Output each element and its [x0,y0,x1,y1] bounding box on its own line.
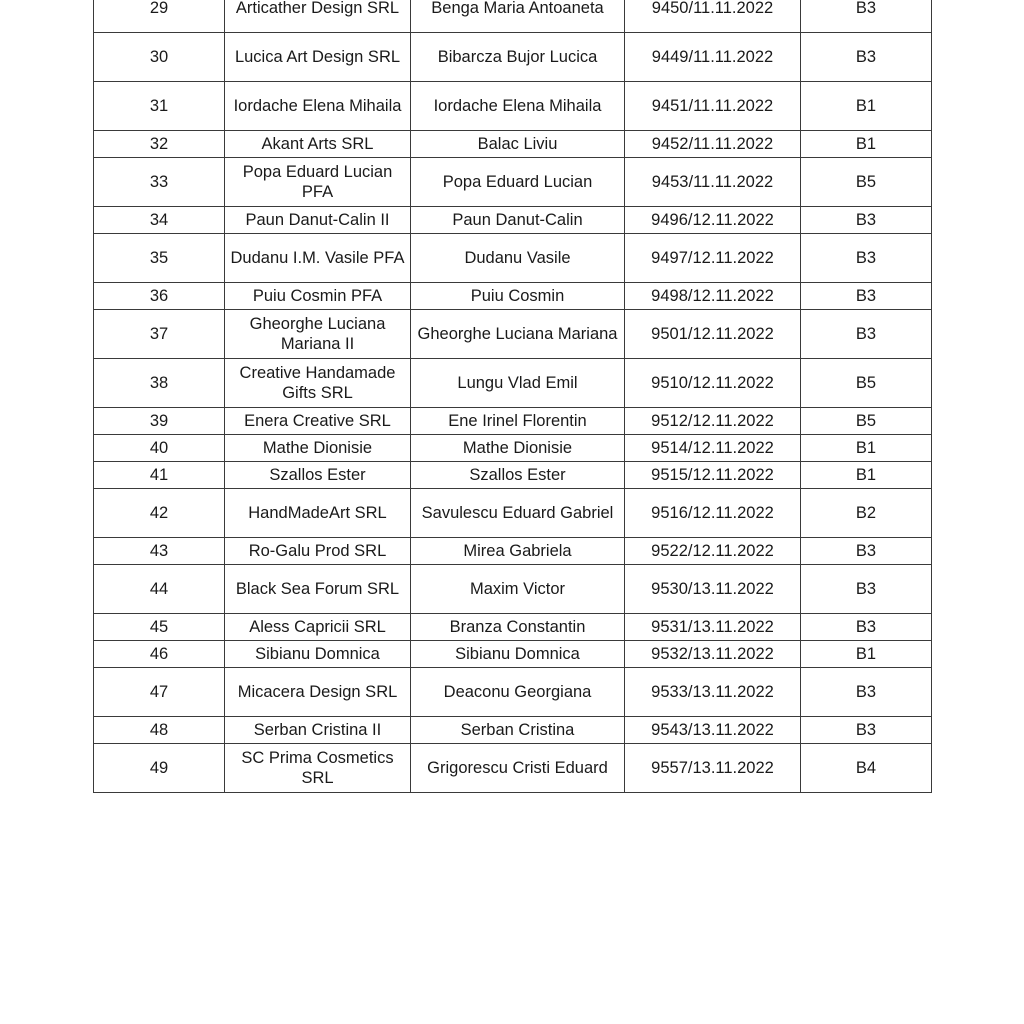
row-number-cell: 41 [94,462,225,489]
company-name-cell: Puiu Cosmin PFA [225,283,411,310]
company-name-cell: Enera Creative SRL [225,408,411,435]
registration-number-cell: 9449/11.11.2022 [625,33,801,82]
participants-table [93,0,932,793]
registration-number-cell: 9522/12.11.2022 [625,538,801,565]
row-number-cell: 33 [94,158,225,207]
row-number-cell: 43 [94,538,225,565]
company-name-cell: Serban Cristina II [225,717,411,744]
table-row [94,668,932,717]
row-number-cell: 38 [94,359,225,408]
registration-number-cell: 9533/13.11.2022 [625,668,801,717]
company-name-cell: Popa Eduard Lucian PFA [225,158,411,207]
company-name-cell: Sibianu Domnica [225,641,411,668]
company-name-cell: Iordache Elena Mihaila [225,82,411,131]
category-cell: B5 [801,359,932,408]
table-row [94,641,932,668]
row-number-cell: 44 [94,565,225,614]
category-cell: B1 [801,641,932,668]
representative-cell: Branza Constantin [411,614,625,641]
table-body [94,0,932,793]
row-number-cell: 46 [94,641,225,668]
category-cell: B3 [801,538,932,565]
registration-number-cell: 9515/12.11.2022 [625,462,801,489]
category-cell: B3 [801,33,932,82]
company-name-cell: Ro-Galu Prod SRL [225,538,411,565]
representative-cell: Bibarcza Bujor Lucica [411,33,625,82]
table-row [94,538,932,565]
representative-cell: Benga Maria Antoaneta [411,0,625,33]
category-cell: B1 [801,435,932,462]
row-number-cell: 37 [94,310,225,359]
company-name-cell: Articather Design SRL [225,0,411,33]
table-row [94,310,932,359]
representative-cell: Ene Irinel Florentin [411,408,625,435]
representative-cell: Dudanu Vasile [411,234,625,283]
representative-cell: Lungu Vlad Emil [411,359,625,408]
category-cell: B3 [801,717,932,744]
row-number-cell: 42 [94,489,225,538]
representative-cell: Paun Danut-Calin [411,207,625,234]
registration-number-cell: 9452/11.11.2022 [625,131,801,158]
registration-number-cell: 9450/11.11.2022 [625,0,801,33]
representative-cell: Mirea Gabriela [411,538,625,565]
registration-number-cell: 9532/13.11.2022 [625,641,801,668]
company-name-cell: Mathe Dionisie [225,435,411,462]
registration-number-cell: 9530/13.11.2022 [625,565,801,614]
category-cell: B5 [801,158,932,207]
table-row [94,207,932,234]
category-cell: B2 [801,489,932,538]
representative-cell: Popa Eduard Lucian [411,158,625,207]
table-row [94,82,932,131]
representative-cell: Deaconu Georgiana [411,668,625,717]
registration-number-cell: 9451/11.11.2022 [625,82,801,131]
table-row [94,359,932,408]
category-cell: B3 [801,614,932,641]
company-name-cell: Micacera Design SRL [225,668,411,717]
table-row [94,744,932,793]
company-name-cell: Aless Capricii SRL [225,614,411,641]
row-number-cell: 47 [94,668,225,717]
category-cell: B3 [801,668,932,717]
representative-cell: Iordache Elena Mihaila [411,82,625,131]
company-name-cell: Lucica Art Design SRL [225,33,411,82]
category-cell: B3 [801,207,932,234]
category-cell: B4 [801,744,932,793]
category-cell: B3 [801,0,932,33]
row-number-cell: 40 [94,435,225,462]
category-cell: B3 [801,310,932,359]
registration-number-cell: 9512/12.11.2022 [625,408,801,435]
category-cell: B5 [801,408,932,435]
table-row [94,408,932,435]
representative-cell: Grigorescu Cristi Eduard [411,744,625,793]
category-cell: B3 [801,234,932,283]
category-cell: B3 [801,565,932,614]
category-cell: B3 [801,283,932,310]
representative-cell: Maxim Victor [411,565,625,614]
table-row [94,283,932,310]
table-row [94,158,932,207]
category-cell: B1 [801,131,932,158]
row-number-cell: 48 [94,717,225,744]
representative-cell: Sibianu Domnica [411,641,625,668]
registration-number-cell: 9510/12.11.2022 [625,359,801,408]
representative-cell: Balac Liviu [411,131,625,158]
company-name-cell: Akant Arts SRL [225,131,411,158]
registration-number-cell: 9498/12.11.2022 [625,283,801,310]
row-number-cell: 36 [94,283,225,310]
company-name-cell: Black Sea Forum SRL [225,565,411,614]
company-name-cell: Paun Danut-Calin II [225,207,411,234]
row-number-cell: 29 [94,0,225,33]
registration-number-cell: 9514/12.11.2022 [625,435,801,462]
representative-cell: Serban Cristina [411,717,625,744]
company-name-cell: Gheorghe Luciana Mariana II [225,310,411,359]
registration-number-cell: 9496/12.11.2022 [625,207,801,234]
table-row [94,435,932,462]
row-number-cell: 30 [94,33,225,82]
registration-number-cell: 9453/11.11.2022 [625,158,801,207]
row-number-cell: 49 [94,744,225,793]
table-row [94,717,932,744]
registration-number-cell: 9543/13.11.2022 [625,717,801,744]
row-number-cell: 45 [94,614,225,641]
row-number-cell: 32 [94,131,225,158]
table-row [94,131,932,158]
representative-cell: Puiu Cosmin [411,283,625,310]
registration-number-cell: 9557/13.11.2022 [625,744,801,793]
row-number-cell: 35 [94,234,225,283]
company-name-cell: Dudanu I.M. Vasile PFA [225,234,411,283]
representative-cell: Szallos Ester [411,462,625,489]
registration-number-cell: 9516/12.11.2022 [625,489,801,538]
row-number-cell: 34 [94,207,225,234]
category-cell: B1 [801,462,932,489]
table-row [94,565,932,614]
category-cell: B1 [801,82,932,131]
table-row [94,234,932,283]
row-number-cell: 31 [94,82,225,131]
row-number-cell: 39 [94,408,225,435]
representative-cell: Gheorghe Luciana Mariana [411,310,625,359]
company-name-cell: Szallos Ester [225,462,411,489]
company-name-cell: HandMadeArt SRL [225,489,411,538]
table-row [94,33,932,82]
registration-number-cell: 9497/12.11.2022 [625,234,801,283]
representative-cell: Savulescu Eduard Gabriel [411,489,625,538]
table-row [94,489,932,538]
registration-number-cell: 9531/13.11.2022 [625,614,801,641]
representative-cell: Mathe Dionisie [411,435,625,462]
company-name-cell: SC Prima Cosmetics SRL [225,744,411,793]
table-row [94,614,932,641]
company-name-cell: Creative Handamade Gifts SRL [225,359,411,408]
registration-number-cell: 9501/12.11.2022 [625,310,801,359]
table-row [94,462,932,489]
table-row [94,0,932,33]
